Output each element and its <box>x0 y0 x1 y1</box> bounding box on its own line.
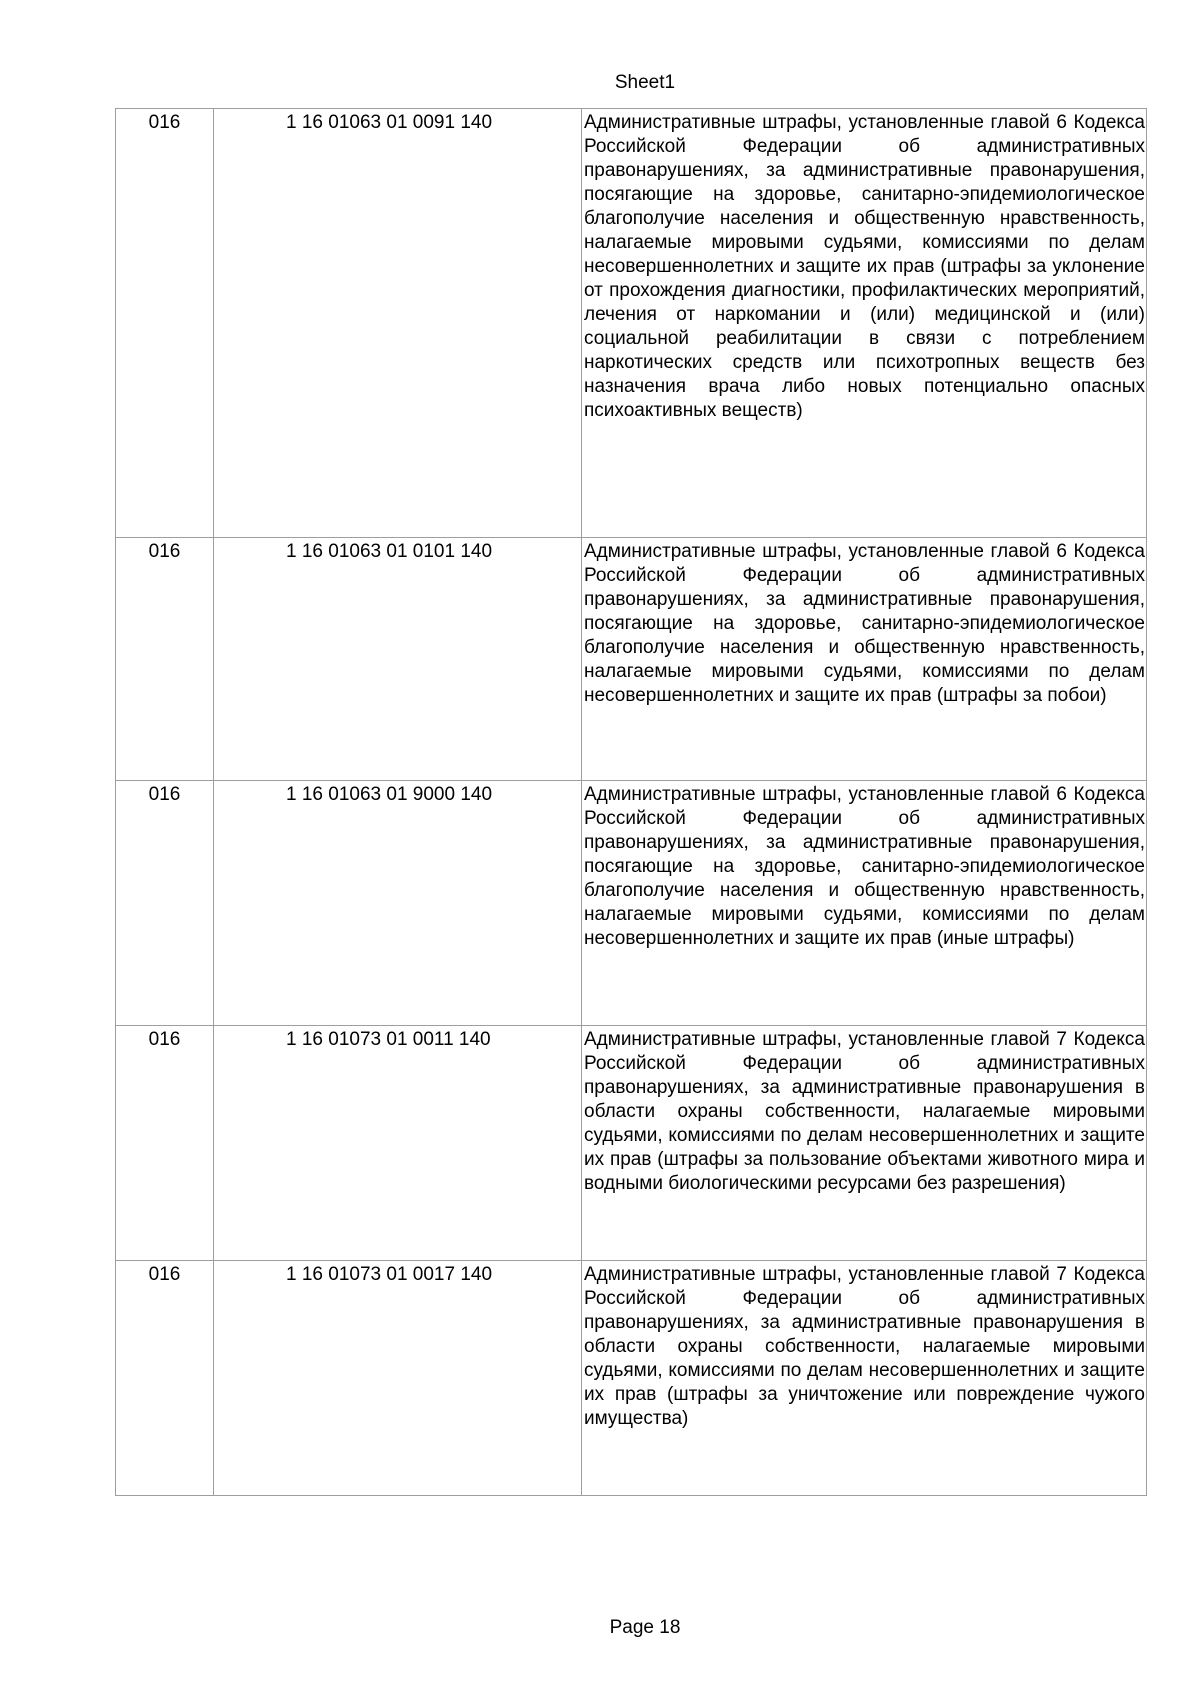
kbk-value: 1 16 01073 01 0011 140 <box>286 1029 491 1050</box>
kbk-cell <box>214 109 582 538</box>
admin-code-cell: 016 <box>116 781 214 1026</box>
kbk-cell <box>214 781 582 1026</box>
kbk-value: 1 16 01073 01 0017 140 <box>286 1264 493 1285</box>
table-row <box>116 1026 1147 1261</box>
admin-code-cell: 016 <box>116 109 214 538</box>
description-cell: Административные штрафы, установленные главой 6 Кодекса Российской Федерации об административных правонарушениях, за административные правонарушения, посягающие на здоровье, санитарно-эпидемиологическое благополучие населения и общественную нравственность, налагаемые мировыми судьями, комиссиями по делам несовершеннолетних и защите их прав (штрафы за побои) <box>582 538 1147 781</box>
table-row <box>116 781 1147 1026</box>
table-row <box>116 538 1147 781</box>
kbk-cell <box>214 1261 582 1496</box>
description-cell: Административные штрафы, установленные главой 7 Кодекса Российской Федерации об административных правонарушениях, за административные правонарушения в области охраны собственности, налагаемые мировыми судьями, комиссиями по делам несовершеннолетних и защите их прав (штрафы за уничтожение или повреждение чужого имущества) <box>582 1261 1147 1496</box>
kbk-value: 1 16 01063 01 9000 140 <box>286 784 493 805</box>
kbk-cell <box>214 1026 582 1261</box>
admin-code-cell: 016 <box>116 1026 214 1261</box>
admin-code-cell: 016 <box>116 1261 214 1496</box>
kbk-cell <box>214 538 582 781</box>
description-cell: Административные штрафы, установленные главой 7 Кодекса Российской Федерации об административных правонарушениях, за административные правонарушения в области охраны собственности, налагаемые мировыми судьями, комиссиями по делам несовершеннолетних и защите их прав (штрафы за пользование объектами животного мира и водными биологическими ресурсами без разрешения) <box>582 1026 1147 1261</box>
sheet-title: Sheet1 <box>614 72 676 93</box>
table-row <box>116 1261 1147 1496</box>
page-number: Page 18 <box>609 1617 681 1638</box>
description-cell: Административные штрафы, установленные главой 6 Кодекса Российской Федерации об административных правонарушениях, за административные правонарушения, посягающие на здоровье, санитарно-эпидемиологическое благополучие населения и общественную нравственность, налагаемые мировыми судьями, комиссиями по делам несовершеннолетних и защите их прав (иные штрафы) <box>582 781 1147 1026</box>
budget-codes-table <box>115 108 1147 1496</box>
description-cell: Административные штрафы, установленные главой 6 Кодекса Российской Федерации об административных правонарушениях, за административные правонарушения, посягающие на здоровье, санитарно-эпидемиологическое благополучие населения и общественную нравственность, налагаемые мировыми судьями, комиссиями по делам несовершеннолетних и защите их прав (штрафы за уклонение от прохождения диагностики, профилактических мероприятий, лечения от наркомании и (или) медицинской и (или) социальной реабилитации в связи с потреблением наркотических средств или психотропных веществ без назначения врача либо новых потенциально опасных психоактивных веществ) <box>582 109 1147 538</box>
kbk-value: 1 16 01063 01 0101 140 <box>286 541 493 562</box>
kbk-value: 1 16 01063 01 0091 140 <box>286 112 493 133</box>
table-row <box>116 109 1147 538</box>
admin-code-cell: 016 <box>116 538 214 781</box>
